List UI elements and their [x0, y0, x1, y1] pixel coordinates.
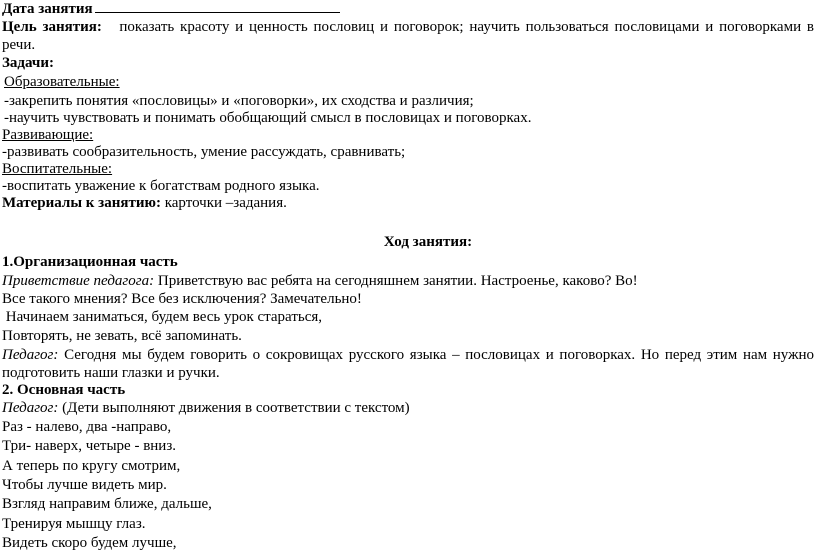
poem-line-1: Раз - налево, два -направо,	[2, 419, 172, 435]
part1-line-3: Повторять, не зевать, всё запоминать.	[2, 328, 242, 344]
date-label: Дата занятия	[2, 1, 93, 17]
goal-paragraph	[2, 18, 814, 54]
tasks-label: Задачи:	[2, 55, 55, 71]
poem-line-3: А теперь по кругу смотрим,	[2, 458, 181, 474]
teacher-text: Сегодня мы будем говорить о сокровищах русского языка – пословицах и поговорках. Но перед этим нам нужно подготовить наши глазки и ручки.	[2, 347, 814, 381]
teacher-paragraph	[2, 346, 814, 382]
educational-heading: Образовательные:	[4, 74, 120, 90]
date-blank-line	[95, 0, 340, 13]
part2-teacher-text: (Дети выполняют движения в соответствии с текстом)	[62, 400, 410, 416]
teacher-label: Педагог:	[2, 347, 59, 363]
part2-teacher-label: Педагог:	[2, 400, 59, 416]
educational-item-2: -научить чувствовать и понимать обобщающий смысл в пословицах и поговорках.	[4, 110, 532, 126]
materials-line	[2, 194, 287, 212]
part1-line-2: Начинаем заниматься, будем весь урок стараться,	[2, 309, 323, 325]
developing-item-1: -развивать сообразительность, умение рассуждать, сравнивать;	[2, 144, 406, 160]
poem-line-6: Тренируя мышцу глаз.	[2, 516, 146, 532]
course-title: Ход занятия:	[383, 234, 473, 250]
materials-label: Материалы к занятию:	[2, 195, 161, 211]
date-line	[2, 0, 340, 18]
greeting-label: Приветствие педагога:	[2, 273, 155, 289]
upbringing-heading: Воспитательные:	[2, 161, 113, 177]
greeting-text: Приветствую вас ребята на сегодняшнем занятии. Настроенье, каково? Во!	[157, 273, 638, 289]
poem-line-4: Чтобы лучше видеть мир.	[2, 477, 167, 493]
developing-heading: Развивающие:	[2, 127, 94, 143]
poem-line-5: Взгляд направим ближе, дальше,	[2, 496, 212, 512]
goal-text: показать красоту и ценность пословиц и поговорок; научить пользоваться пословицами и поговорками в речи.	[2, 19, 814, 53]
poem-line-2: Три- наверх, четыре - вниз.	[2, 438, 177, 454]
upbringing-item-1: -воспитать уважение к богатствам родного языка.	[2, 178, 320, 194]
poem-line-7: Видеть скоро будем лучше,	[2, 535, 177, 551]
part1-line-1: Все такого мнения? Все без исключения? Замечательно!	[2, 291, 362, 307]
part2-title: 2. Основная часть	[2, 382, 126, 398]
greeting-line	[2, 272, 638, 290]
part1-title: 1.Организационная часть	[2, 254, 178, 270]
educational-item-1: -закрепить понятия «пословицы» и «поговорки», их сходства и различия;	[4, 93, 474, 109]
goal-label: Цель занятия:	[2, 19, 102, 35]
part2-teacher-line	[2, 399, 410, 417]
materials-text: карточки –задания.	[164, 195, 287, 211]
